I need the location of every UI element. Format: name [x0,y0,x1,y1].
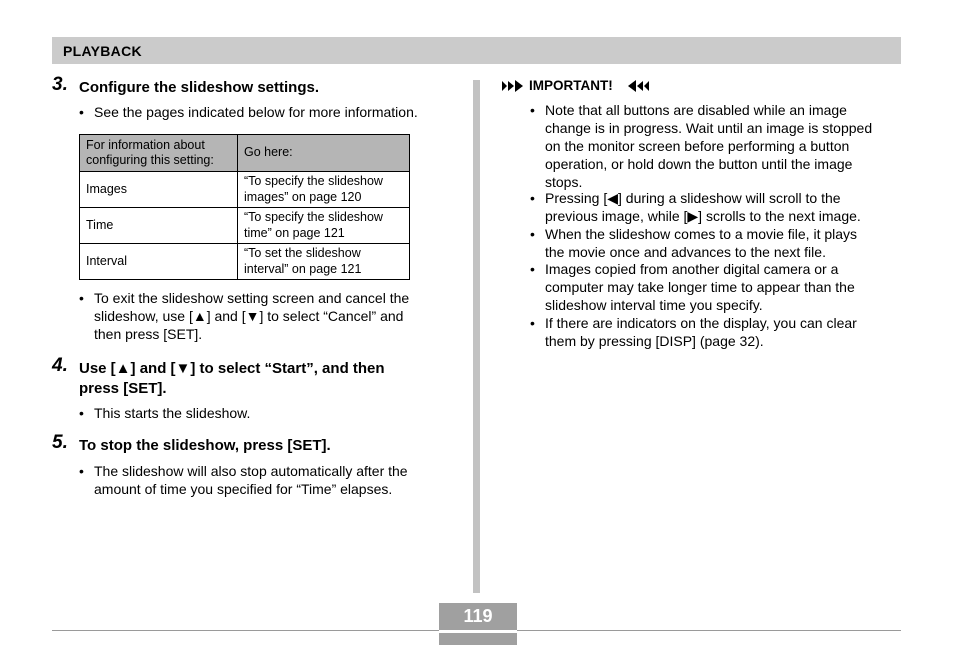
column-divider [473,80,480,593]
step-number: 3. [52,74,68,95]
section-header-bar [52,37,901,64]
table-row [80,244,410,280]
table-header-cell: For information about configuring this setting: [80,135,238,172]
bullet-dot: • [530,261,535,277]
step-title: Use [▲] and [▼] to select “Start”, and then press [SET]. [79,360,385,397]
bullet-dot: • [79,405,84,421]
bullet-dot: • [530,226,535,242]
bullet-text: If there are indicators on the display, you can clear them by pressing [DISP] (page 32). [545,315,857,349]
important-left-icon [502,80,524,92]
table-cell-reference: “To specify the slideshow time” on page 121 [238,208,410,244]
step-number: 5. [52,432,68,453]
table-row [80,208,410,244]
bullet-dot: • [530,102,535,118]
bullet-dot: • [79,104,84,120]
page-number: 119 [463,606,493,626]
table-cell-setting: Images [80,172,238,208]
bullet-text: This starts the slideshow. [94,405,251,421]
table-header-cell: Go here: [238,135,410,172]
bullet-dot: • [530,315,535,331]
page-number-stripe [439,630,517,633]
settings-reference-table [79,134,410,280]
bullet-dot: • [530,190,535,206]
step-title: Configure the slideshow settings. [79,79,320,96]
bullet-dot: • [79,290,84,306]
table-cell-reference: “To specify the slideshow images” on page 120 [238,172,410,208]
bullet-text: When the slideshow comes to a movie file, it plays the movie once and advances to the next file. [545,226,858,260]
important-label: IMPORTANT! [529,78,613,93]
important-right-icon [628,80,650,92]
bullet-text: To exit the slideshow setting screen and cancel the slideshow, use [▲] and [▼] to select “Cancel” and then press [SET]. [94,290,410,342]
step-number: 4. [52,355,68,376]
table-header-row [80,135,410,172]
step-title: To stop the slideshow, press [SET]. [79,437,331,454]
table-cell-setting: Time [80,208,238,244]
table-cell-reference: “To set the slideshow interval” on page 121 [238,244,410,280]
table-cell-setting: Interval [80,244,238,280]
bullet-text: See the pages indicated below for more information. [94,104,418,120]
section-title: PLAYBACK [63,43,142,59]
bullet-text: The slideshow will also stop automatically after the amount of time you specified for “Time” elapses. [94,463,408,497]
bullet-text: Images copied from another digital camera or a computer may take longer time to appear than the slideshow interval time you specify. [545,261,855,313]
bullet-dot: • [79,463,84,479]
table-row [80,172,410,208]
bullet-text: Note that all buttons are disabled while an image change is in progress. Wait until an image is stopped on the monitor screen before performing a button operation, or hold down the button until the image stops. [545,102,873,190]
page-number-box [439,603,517,645]
bullet-text: Pressing [◀] during a slideshow will scroll to the previous image, while [▶] scrolls to the next image. [545,190,861,224]
